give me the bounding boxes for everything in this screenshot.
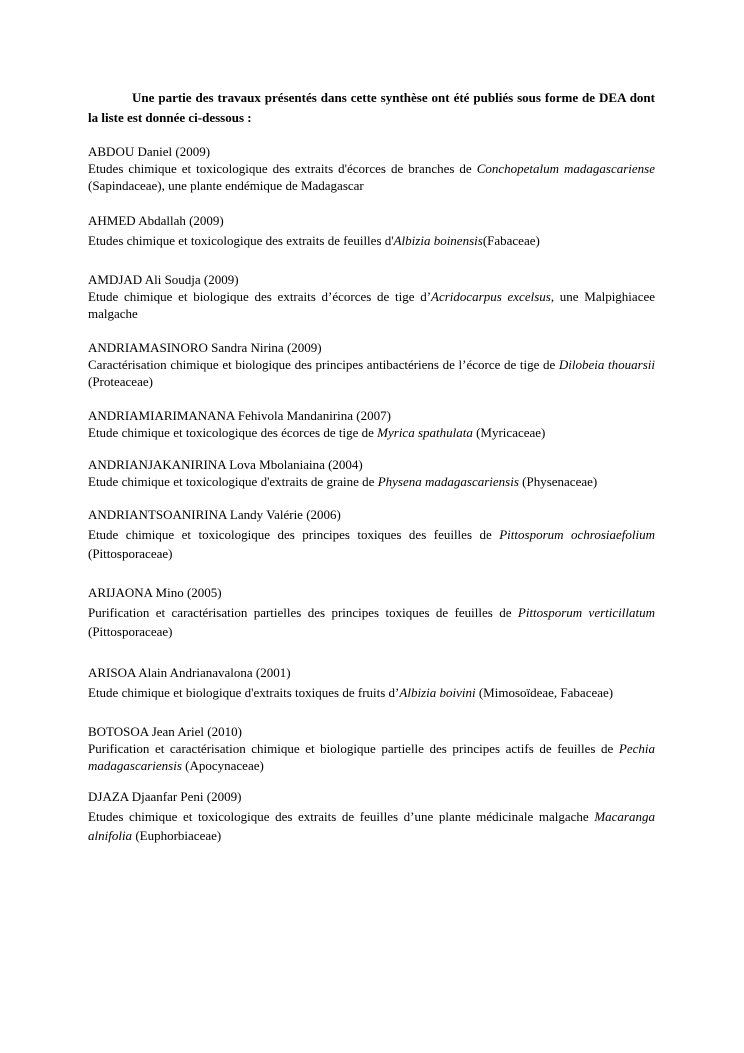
entry-title-suffix: (Pittosporaceae) [88,546,173,561]
entry-author: ARIJAONA Mino (2005) [88,585,222,600]
entry-author: ABDOU Daniel (2009) [88,144,211,159]
entry-species: Acridocarpus excelsus [431,289,551,304]
document-body [88,88,655,845]
dea-entry [88,143,655,194]
entry-title-suffix: (Physenaceae) [518,474,598,489]
entry-title [88,683,655,702]
entry-title [88,288,655,322]
entry-title-suffix: (Proteaceae) [88,374,153,389]
entry-author: AHMED Abdallah (2009) [88,213,224,228]
entry-species: Physena madagascariensis [377,474,519,489]
dea-entry [88,407,655,441]
entry-species: Albizia boinensis [393,233,483,248]
entry-author: DJAZA Djaanfar Peni (2009) [88,789,242,804]
entry-title-suffix: (Mimosoïdeae, Fabaceae) [475,685,614,700]
entry-species: Albizia boivini [399,685,476,700]
dea-entry [88,339,655,390]
dea-entry [88,584,655,641]
entry-title-text: Etude chimique et biologique des extraits d’écorces de tige d’ [88,289,432,304]
dea-entry [88,506,655,563]
entry-author: ANDRIANJAKANIRINA Lova Mbolaniaina (2004) [88,457,363,472]
entry-title-suffix: (Apocynaceae) [181,758,264,773]
dea-entry [88,212,655,250]
entry-title-suffix: (Pittosporaceae) [88,624,173,639]
dea-entry [88,664,655,702]
entry-title-text: Etudes chimique et toxicologique des extraits de feuilles d' [88,233,394,248]
entry-title-text: Etude chimique et toxicologique des écorces de tige de [88,425,378,440]
entry-title-suffix: (Fabaceae) [482,233,540,248]
entry-title-suffix: , une Malpighiacee malgache [88,289,656,321]
dea-entry [88,723,655,774]
entry-title [88,603,655,641]
entry-title [88,525,655,563]
entry-title [88,160,655,194]
dea-entry [88,456,655,490]
entry-species: Pittosporum ochrosiaefolium [499,527,656,542]
entry-author: AMDJAD Ali Soudja (2009) [88,272,239,287]
entry-title-text: Caractérisation chimique et biologique des principes antibactériens de l’écorce de tige de [88,357,559,372]
dea-entry [88,788,655,845]
entry-title-text: Etude chimique et toxicologique d'extraits de graine de [88,474,378,489]
dea-entry [88,271,655,322]
entry-title [88,356,655,390]
entry-species: Dilobeia thouarsii [558,357,655,372]
entry-species: Pittosporum verticillatum [517,605,655,620]
entry-title-text: Etude chimique et biologique d'extraits toxiques de fruits d’ [88,685,400,700]
entry-title-text: Etudes chimique et toxicologique des extraits d'écorces de branches de [88,161,477,176]
entry-author: ANDRIAMASINORO Sandra Nirina (2009) [88,340,322,355]
entry-author: ANDRIAMIARIMANANA Fehivola Mandanirina (2007) [88,408,391,423]
entry-title-text: Etudes chimique et toxicologique des extraits de feuilles d’une plante médicinale malgache [88,809,595,824]
entry-title-text: Etude chimique et toxicologique des principes toxiques des feuilles de [88,527,500,542]
entry-title-text: Purification et caractérisation partielles des principes toxiques de feuilles de [88,605,518,620]
entry-title [88,473,655,490]
entry-species: Conchopetalum madagascariense [476,161,655,176]
entry-species: Pechia madagascariensis [88,741,655,773]
entry-title-suffix: (Myricaceae) [472,425,546,440]
entry-title-suffix: (Sapindaceae), une plante endémique de Madagascar [88,178,364,193]
entry-title-suffix: (Euphorbiaceae) [132,828,222,843]
entry-species: Macaranga alnifolia [88,809,655,843]
entry-author: BOTOSOA Jean Ariel (2010) [88,724,242,739]
entry-author: ARISOA Alain Andrianavalona (2001) [88,665,291,680]
entry-title [88,807,655,845]
entry-author: ANDRIANTSOANIRINA Landy Valérie (2006) [88,507,341,522]
entry-title [88,424,655,441]
entry-title [88,740,655,774]
entry-title-text: Purification et caractérisation chimique et biologique partielle des principes actifs de feuilles de [88,741,619,756]
entry-species: Myrica spathulata [377,425,473,440]
intro-paragraph: Une partie des travaux présentés dans cette synthèse ont été publiés sous forme de DEA dont la liste est donnée ci-dessous : [88,90,655,125]
entry-title [88,231,655,250]
